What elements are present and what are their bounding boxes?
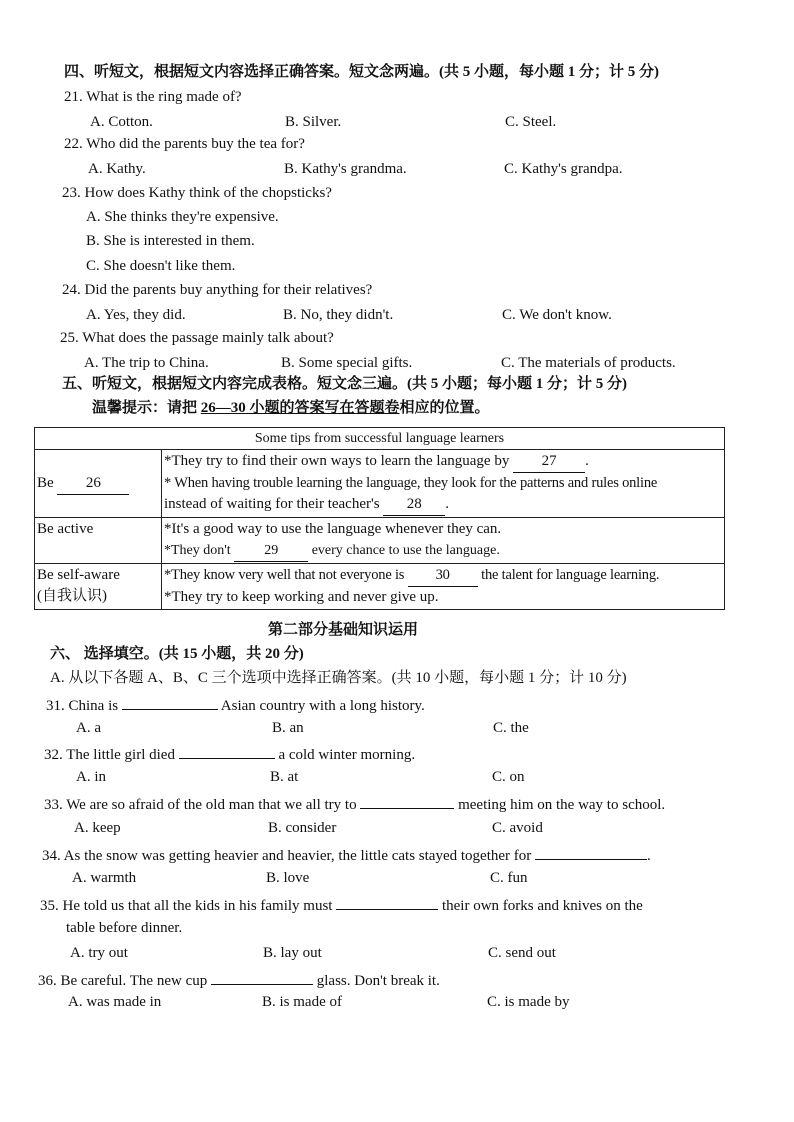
q36-option-c: C. is made by xyxy=(487,994,570,1010)
row1-content: *They try to find their own ways to learn the language by 27 . * When having trouble learning the language, they look for the patterns and rules online instead of waiting for their teacher's 28 . xyxy=(162,450,725,518)
q21-option-a: A. Cotton. xyxy=(90,114,153,130)
blank-29: 29 xyxy=(234,540,308,562)
row1-line2: * When having trouble learning the language, they look for the patterns and rules online xyxy=(164,475,658,491)
q33-option-a: A. keep xyxy=(74,820,121,836)
q32-text-post: a cold winter morning. xyxy=(278,747,416,763)
q33-text-pre: 33. We are so afraid of the old man that we all try to xyxy=(44,797,357,813)
section5-tip xyxy=(92,398,490,418)
q34-blank xyxy=(535,843,647,860)
q23-option-b: B. She is interested in them. xyxy=(86,233,255,249)
tip-suffix: 相应的位置。 xyxy=(399,400,490,416)
question-21: 21. What is the ring made of? xyxy=(64,89,242,105)
blank-30: 30 xyxy=(408,565,478,587)
q22-option-a: A. Kathy. xyxy=(88,161,146,177)
q31-blank xyxy=(122,693,218,710)
row1-line3: instead of waiting for their teacher's xyxy=(164,496,380,512)
row2-line1: *It's a good way to use the language whenever they can. xyxy=(164,521,502,537)
q34-text-post: . xyxy=(647,848,651,864)
question-25: 25. What does the passage mainly talk about? xyxy=(60,330,334,346)
question-34 xyxy=(42,843,651,866)
blank-28: 28 xyxy=(383,494,445,516)
q32-text-pre: 32. The little girl died xyxy=(44,747,175,763)
row3-line1-prefix: *They know very well that not everyone is xyxy=(164,567,405,583)
q36-text-pre: 36. Be careful. The new cup xyxy=(38,973,208,989)
q25-option-a: A. The trip to China. xyxy=(84,355,209,371)
q33-option-b: B. consider xyxy=(268,820,337,836)
q32-option-b: B. at xyxy=(270,769,299,785)
q35-option-a: A. try out xyxy=(70,945,128,961)
q33-option-c: C. avoid xyxy=(492,820,543,836)
row3-label-en: Be self-aware xyxy=(37,567,120,583)
row3-line1-suffix: the talent for language learning. xyxy=(481,567,660,583)
q24-option-a: A. Yes, they did. xyxy=(86,307,186,323)
q36-option-b: B. is made of xyxy=(262,994,342,1010)
section6-heading: 六、 选择填空。(共 15 小题，共 20 分) xyxy=(50,646,304,662)
q31-text-pre: 31. China is xyxy=(46,698,119,714)
row3-content xyxy=(162,564,725,610)
q25-option-b: B. Some special gifts. xyxy=(281,355,413,371)
row3-label xyxy=(35,564,162,610)
q31-option-a: A. a xyxy=(76,720,101,736)
question-23: 23. How does Kathy think of the chopsticks? xyxy=(62,185,332,201)
q22-option-c: C. Kathy's grandpa. xyxy=(504,161,623,177)
q35-option-c: C. send out xyxy=(488,945,556,961)
q35-text-post: their own forks and knives on the xyxy=(441,898,643,914)
question-22: 22. Who did the parents buy the tea for? xyxy=(64,136,305,152)
q21-option-b: B. Silver. xyxy=(285,114,342,130)
q24-option-b: B. No, they didn't. xyxy=(283,307,394,323)
q21-option-c: C. Steel. xyxy=(505,114,557,130)
q36-option-a: A. was made in xyxy=(68,994,162,1010)
q33-blank xyxy=(360,792,454,809)
row2-line2-prefix: *They don't xyxy=(164,543,231,558)
q22-option-b: B. Kathy's grandma. xyxy=(284,161,407,177)
section6-subheading: A. 从以下各题 A、B、C 三个选项中选择正确答案。(共 10 小题，每小题 1 分；计 10 分) xyxy=(50,670,627,686)
q32-option-c: C. on xyxy=(492,769,525,785)
question-24: 24. Did the parents buy anything for their relatives? xyxy=(62,282,373,298)
part2-title: 第二部分基础知识运用 xyxy=(268,622,419,638)
row3-line2: *They try to keep working and never give up. xyxy=(164,589,439,605)
question-31 xyxy=(46,693,425,716)
tip-underlined: 26—30 小题的答案写在答题卷 xyxy=(200,400,400,416)
question-35-cont: table before dinner. xyxy=(66,920,183,936)
row1-label xyxy=(35,450,162,518)
q32-option-a: A. in xyxy=(76,769,106,785)
q31-option-b: B. an xyxy=(272,720,304,736)
q31-text-post: Asian country with a long history. xyxy=(220,698,425,714)
row2-content xyxy=(162,518,725,564)
row1-label-prefix: Be xyxy=(37,474,54,491)
tips-table xyxy=(34,427,725,610)
row3-label-cn: (自我认识) xyxy=(37,588,107,604)
q35-blank xyxy=(336,893,438,910)
question-33 xyxy=(44,792,665,815)
q25-option-c: C. The materials of products. xyxy=(501,355,676,371)
question-36 xyxy=(38,968,440,991)
q36-text-post: glass. Don't break it. xyxy=(316,973,440,989)
row1-line1: *They try to find their own ways to learn the language by xyxy=(164,453,510,469)
q36-blank xyxy=(211,968,313,985)
q31-option-c: C. the xyxy=(493,720,529,736)
question-32 xyxy=(44,742,415,765)
q23-option-a: A. She thinks they're expensive. xyxy=(86,209,279,225)
row2-line2-suffix: every chance to use the language. xyxy=(311,543,500,558)
q34-option-b: B. love xyxy=(266,870,310,886)
table-caption: Some tips from successful language learners xyxy=(35,428,725,450)
q24-option-c: C. We don't know. xyxy=(502,307,612,323)
q35-text-pre: 35. He told us that all the kids in his family must xyxy=(40,898,333,914)
tip-prefix: 温馨提示：请把 xyxy=(92,400,201,416)
q33-text-post: meeting him on the way to school. xyxy=(458,797,666,813)
section4-heading: 四、听短文，根据短文内容选择正确答案。短文念两遍。(共 5 小题，每小题 1 分；计 5 分) xyxy=(64,64,659,80)
q34-option-a: A. warmth xyxy=(72,870,137,886)
question-35 xyxy=(40,893,643,916)
blank-26: 26 xyxy=(57,473,129,495)
row2-label: Be active xyxy=(35,518,162,564)
blank-27: 27 xyxy=(513,451,585,473)
section5-heading: 五、听短文，根据短文内容完成表格。短文念三遍。(共 5 小题；每小题 1 分；计 5 分) xyxy=(62,376,627,392)
q35-option-b: B. lay out xyxy=(263,945,322,961)
q23-option-c: C. She doesn't like them. xyxy=(86,258,236,274)
q34-text-pre: 34. As the snow was getting heavier and heavier, the little cats stayed together for xyxy=(42,848,532,864)
q32-blank xyxy=(179,742,275,759)
q34-option-c: C. fun xyxy=(490,870,528,886)
